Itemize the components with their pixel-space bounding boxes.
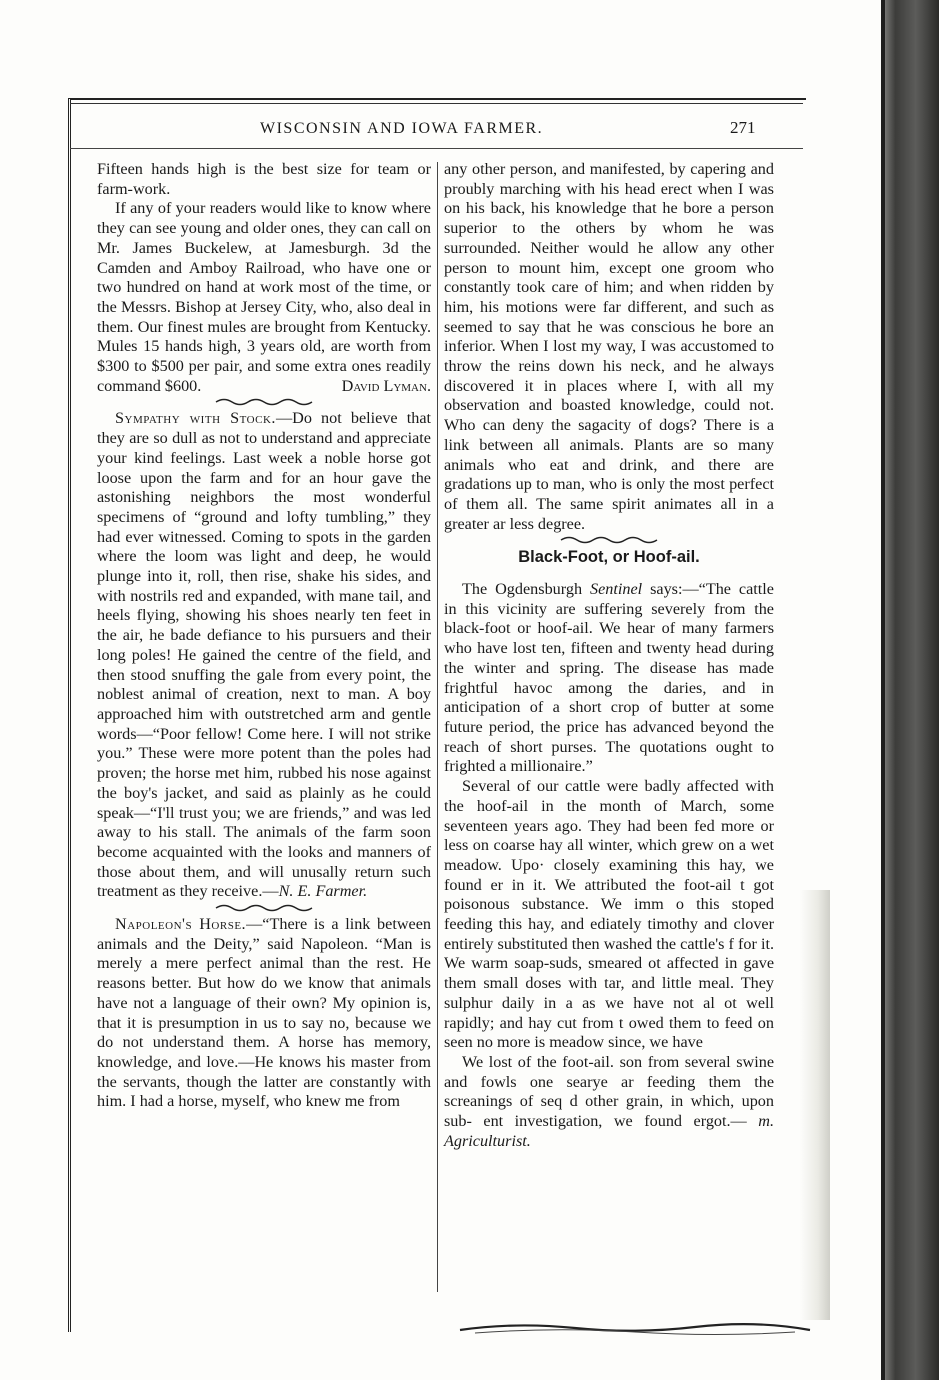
page-number: 271 xyxy=(730,118,756,137)
mules-paragraph-end: Fifteen hands high is the best size for team or farm-work. xyxy=(97,160,431,198)
sympathy-with-stock-article: Sympathy with Stock.—Do not believe that they are so dull as not to understand and appreciate your kind feelings. Last week a noble horse got loose upon the farm and for an hour gave the astonishing neighbors the most wonderful specimens of “ground and lofty tumbling,” they had ever witnessed. Coming to spots in the garden where the loom was light and deep, he would plunge into it, roll, then rise, shake his sides, and with nostrils red and expanded, with mane tail, and heels flying, showing his shoes nearly ten feet in the air, he bade defiance to his pursuers and their long poles! He gained the centre of the field, and then stood snuffing the gale from every point, the noblest animal of creation, next to man. A boy approached him with outstretched arm and gentle words—“Poor fellow! Come here. I will not strike you.” These were more potent than the poles had proven; the horse met him, rubbed his nose against the boy's jacket, and said as plainly as he could speak—“I'll trust you; we are friends,” and was led away to his stall. The animals of the farm soon become acquainted with the looks and manners of those about them, and will unusally return such treatment as they receive.—N. E. Farmer. xyxy=(97,409,431,901)
header-divider xyxy=(70,148,803,149)
header-rule xyxy=(70,103,803,104)
section-swash-divider xyxy=(214,903,314,912)
article-source: N. E. Farmer. xyxy=(278,882,368,901)
newspaper-name: Sentinel xyxy=(589,580,643,599)
article-lead: Napoleon's Horse. xyxy=(115,915,247,934)
hoof-ail-quote: The Ogdensburgh Sentinel says:—“The cattle in this vicinity are suffering severely from the black-foot or hoof-ail. We hear of many farmers who have lost ten, fifteen and twenty head during the winter and spring. The disease has made frightful havoc among the daries, and in anticipation of a short crop of butter at some future period, the price has advanced beyond the reach of short purses. The quotations ought to frighted a millionaire.” xyxy=(444,580,774,776)
hoof-ail-account: Several of our cattle were badly affected with the hoof-ail in the month of March, some seventeen years ago. They had been fed more or less on coarse hay all winter, which grew on a wet meadow. Upo· closely examining this hay, we found er in it. We attributed the foot-ail t got poisonous substance. We imm o this stoped feeding this hay, and ediately timothy and clover entirely substituted then washed the cattle's f for it. We warm soap-suds, smeared ot affected in gave them small doses with tar, and little meal. They sulphur daily in a as we have not al ot well rapidly; and hay cut from t owed them to feed on seen no more is meadow since, we have xyxy=(444,777,774,1052)
section-heading: Black-Foot, or Hoof-ail. xyxy=(518,548,700,567)
left-column xyxy=(97,160,431,1112)
end-ornament-rule xyxy=(455,1318,815,1338)
article-lead: Sympathy with Stock. xyxy=(115,409,276,428)
mules-paragraph: If any of your readers would like to know where they can see young and older ones, they can call on Mr. James Buckelew, at Jamesburgh. 3d the Camden and Amboy Railroad, who have one or two hundred on hand at work most of the time, or the Messrs. Bishop at Jersey City, who, also deal in them. Our finest mules are brought from Kentucky. Mules 15 hands high, 3 years old, are worth from $300 to $500 per pair, and some extra ones readily command $600. David Lyman. xyxy=(97,199,431,395)
author-signature: David Lyman. xyxy=(341,376,431,395)
hoof-ail-account-end: We lost of the foot-ail. son from several swine and fowls one searye ar feeding them the screanings of seq d other grain, in which, upon sub- ent investigation, we found ergot.— m. Agriculturist. xyxy=(444,1052,774,1150)
napoleons-horse-continued: any other person, and manifested, by capering and proubly marching with his head erect when I was on his back, his knowledge that he bore a person superior to the others by whom he was surrounded. Neither would he allow any other person to mount him, except one groom who constantly took care of him; and when ridden by him, his motions were far different, and such as seemed to say that he was conscious he bore an inferior. When I lost my way, I was accustomed to throw the reins down his neck, and he always discovered it in places where I, with all my observation and boasted knowledge, could not. Who can deny the sagacity of dogs? There is a link between all animals. Plants are so many animals who eat and drink, and there are gradations up to man, who is only the most perfect of them all. The same spirit animates all in a greater ar less degree. xyxy=(444,160,774,533)
column-divider xyxy=(437,162,438,1292)
book-binding-edge xyxy=(881,0,939,1380)
article-source: m. Agriculturist. xyxy=(444,1112,774,1150)
section-swash-divider xyxy=(559,535,659,544)
section-swash-divider xyxy=(214,397,314,406)
right-column xyxy=(444,160,774,1151)
running-title: WISCONSIN AND IOWA FARMER. xyxy=(260,120,544,137)
torn-page-edge xyxy=(800,890,830,1320)
napoleons-horse-article: Napoleon's Horse.—“There is a link between animals and the Deity,” said Napoleon. “Man is merely a mere perfect animal than the rest. He reasons better. But how do we know that animals have not a language of their own? My opinion is, that it is presumption in us to say no, because we do not understand them. A horse has memory, knowledge, and love.—He knows his master from the servants, though the latter are constantly with him. I had a horse, myself, who knew me from xyxy=(97,915,431,1111)
